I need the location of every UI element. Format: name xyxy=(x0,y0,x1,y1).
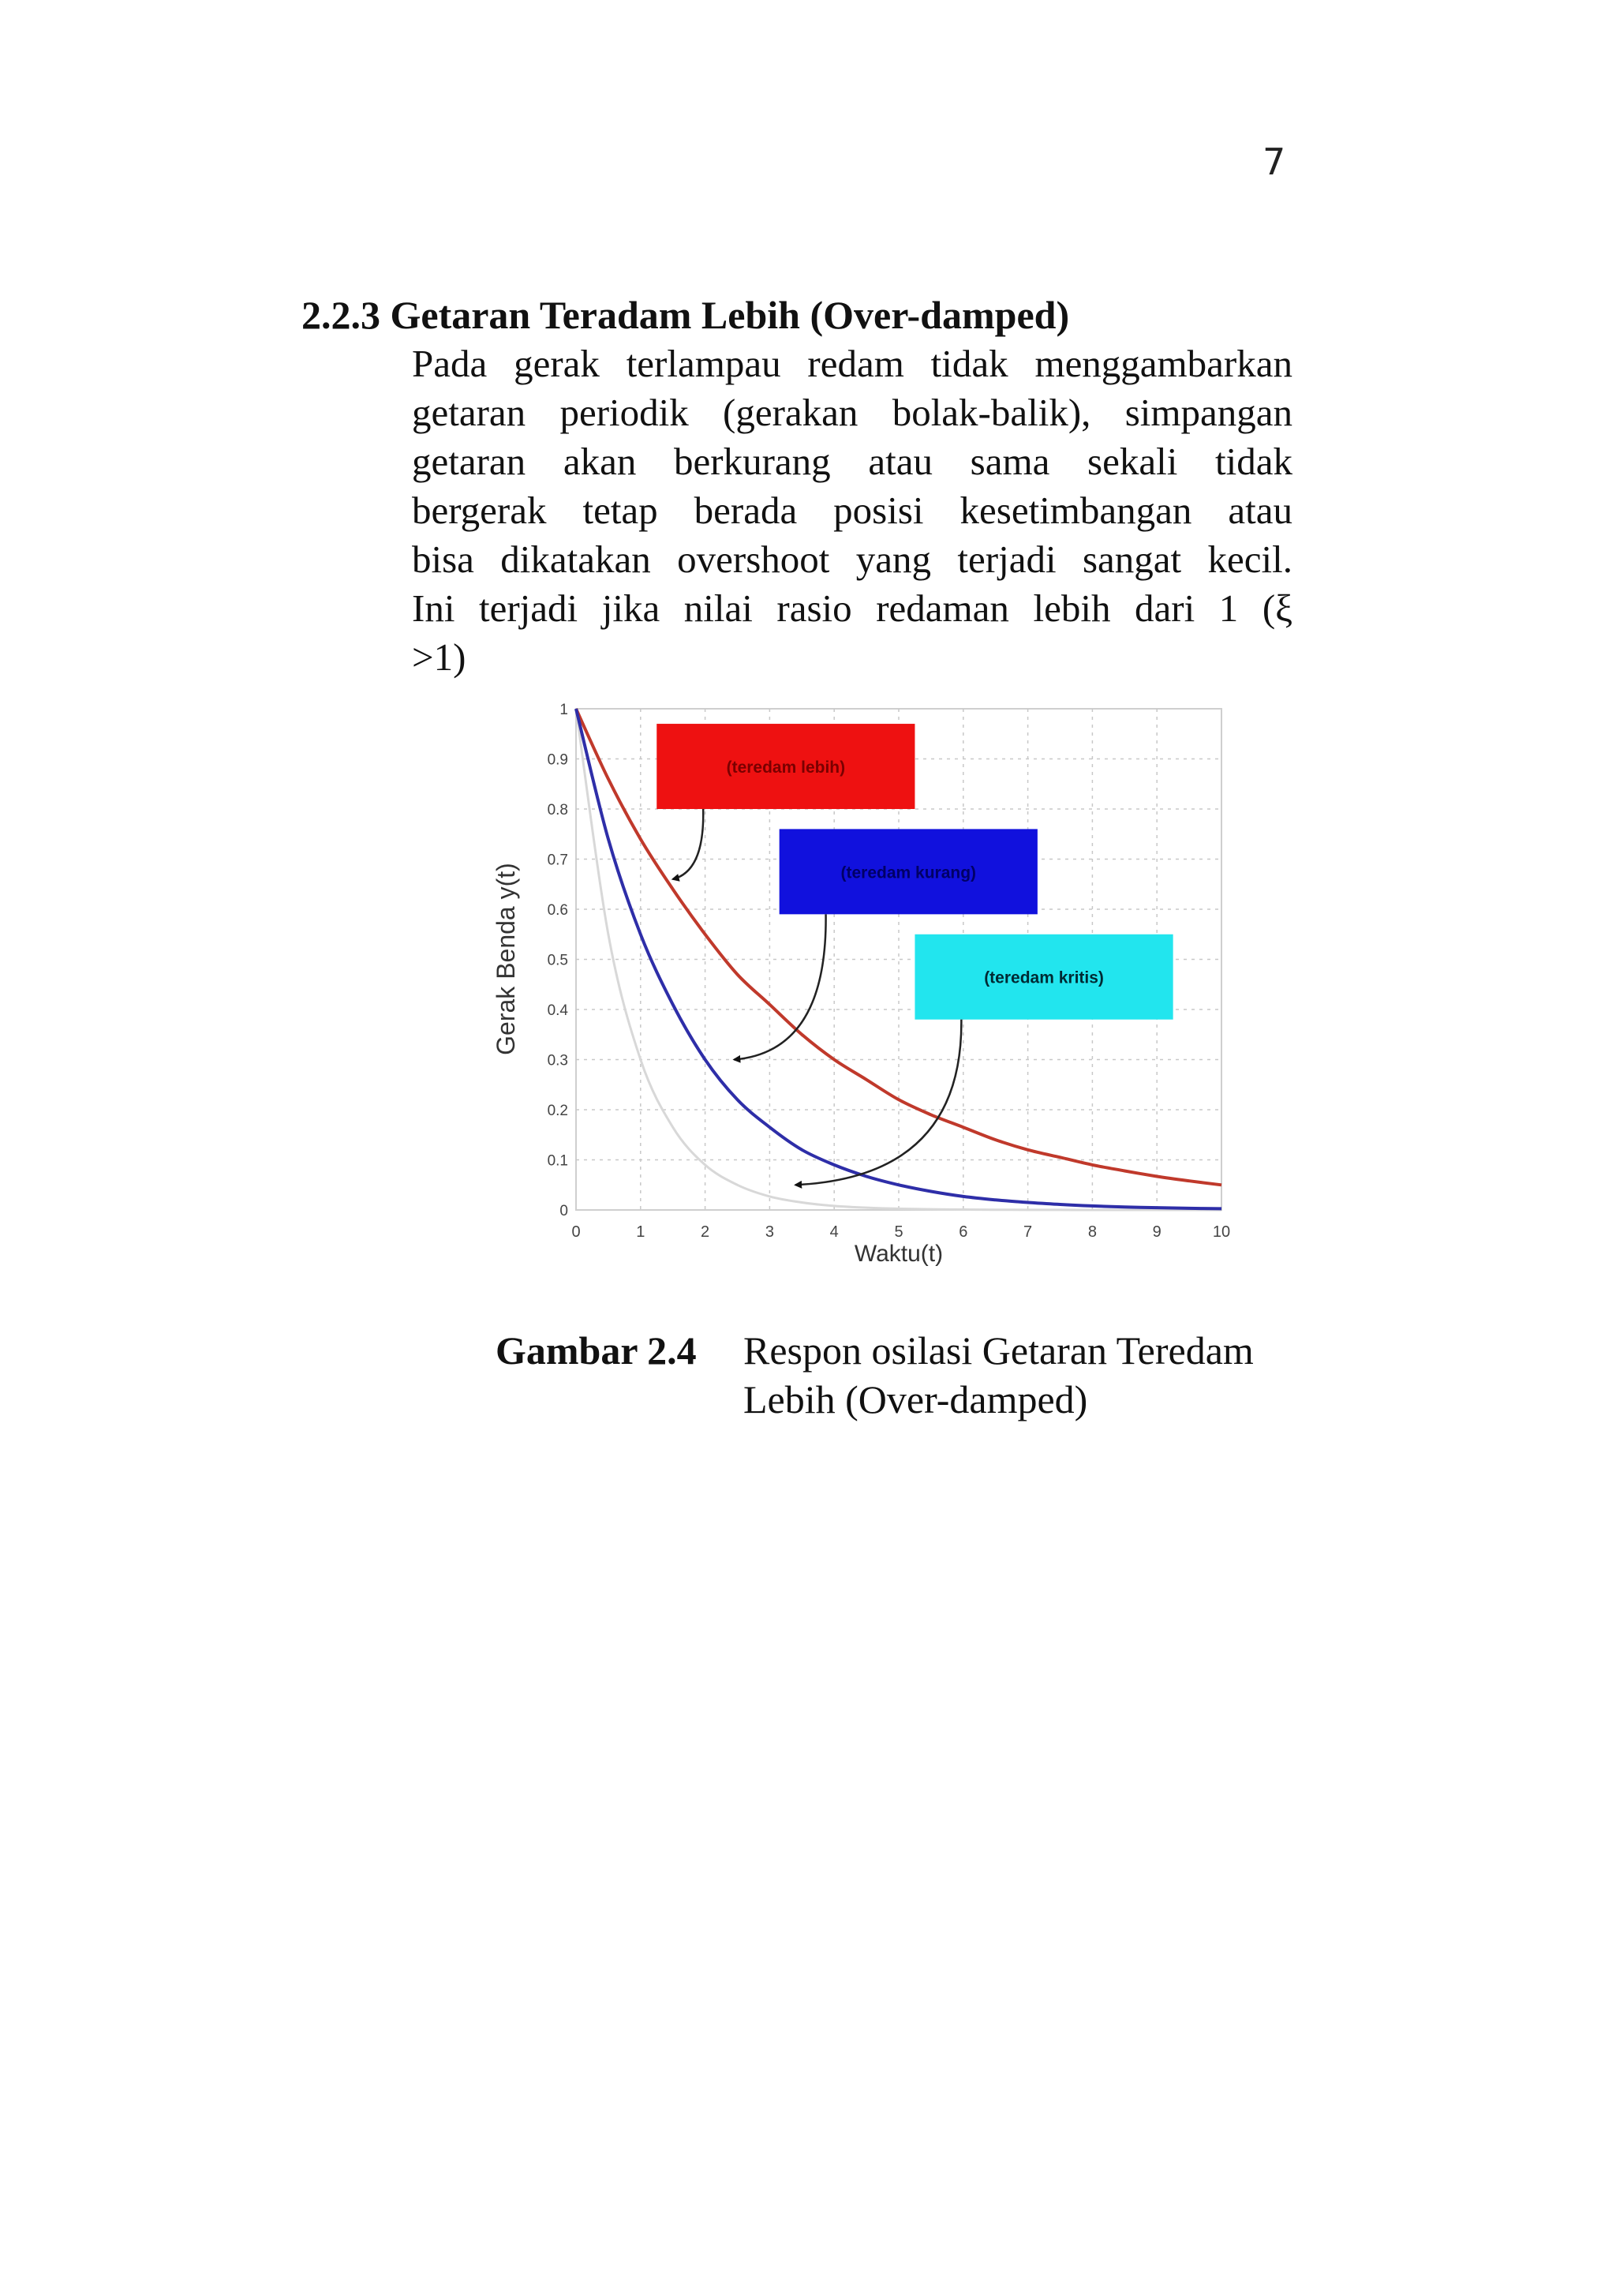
x-tick-label: 2 xyxy=(701,1223,710,1241)
y-tick-label: 0.6 xyxy=(547,902,568,919)
annotation-label: (teredam kritis) xyxy=(984,968,1104,987)
y-tick-label: 0.3 xyxy=(547,1052,568,1069)
caption-text-continued: Lebih (Over-damped) xyxy=(743,1377,1088,1421)
y-tick-label: 0.9 xyxy=(547,751,568,769)
body-paragraph xyxy=(412,339,1292,682)
x-tick-label: 8 xyxy=(1087,1223,1097,1241)
paragraph-line: bisa dikatakan overshoot yang terjadi sangat kecil. xyxy=(412,537,1292,581)
damping-response-chart xyxy=(481,695,1239,1294)
y-tick-label: 0.4 xyxy=(547,1002,568,1019)
paragraph-line: getaran akan berkurang atau sama sekali tidak xyxy=(412,440,1292,483)
paragraph-line: Ini terjadi jika nilai rasio redaman lebih dari 1 (ξ xyxy=(412,586,1292,630)
section-heading: 2.2.3 Getaran Teradam Lebih (Over-damped) xyxy=(301,293,1070,337)
y-tick-label: 0.2 xyxy=(547,1103,568,1119)
y-tick-label: 0 xyxy=(559,1203,568,1219)
x-tick-label: 1 xyxy=(636,1223,645,1241)
x-tick-label: 7 xyxy=(1023,1223,1033,1241)
y-tick-label: 0.7 xyxy=(547,852,568,869)
figure-caption xyxy=(496,1326,1254,1424)
paragraph-line: getaran periodik (gerakan bolak-balik), simpangan xyxy=(412,391,1292,434)
caption-text: Respon osilasi Getaran Teredam xyxy=(743,1328,1254,1373)
paragraph-line: >1) xyxy=(412,635,466,679)
paragraph-line: bergerak tetap berada posisi kesetimbangan atau xyxy=(412,489,1292,532)
y-axis-label: Gerak Benda y(t) xyxy=(492,863,520,1055)
annotation-label: (teredam lebih) xyxy=(726,758,846,777)
y-tick-label: 0.5 xyxy=(547,952,568,969)
y-tick-label: 1 xyxy=(559,702,568,718)
x-tick-label: 10 xyxy=(1212,1223,1231,1241)
x-axis-label: Waktu(t) xyxy=(854,1241,944,1267)
x-tick-label: 0 xyxy=(571,1223,581,1241)
x-tick-label: 6 xyxy=(959,1223,968,1241)
x-tick-label: 5 xyxy=(894,1223,903,1241)
y-tick-label: 0.1 xyxy=(547,1152,568,1170)
paragraph-line: Pada gerak terlampau redam tidak menggambarkan xyxy=(412,342,1292,385)
annotation-label: (teredam kurang) xyxy=(840,863,977,882)
caption-label: Gambar 2.4 xyxy=(496,1328,697,1373)
page-number: 7 xyxy=(1262,140,1286,183)
x-tick-label: 9 xyxy=(1152,1223,1162,1241)
x-tick-label: 3 xyxy=(765,1223,774,1241)
y-tick-label: 0.8 xyxy=(547,802,568,818)
x-tick-label: 4 xyxy=(829,1223,839,1241)
